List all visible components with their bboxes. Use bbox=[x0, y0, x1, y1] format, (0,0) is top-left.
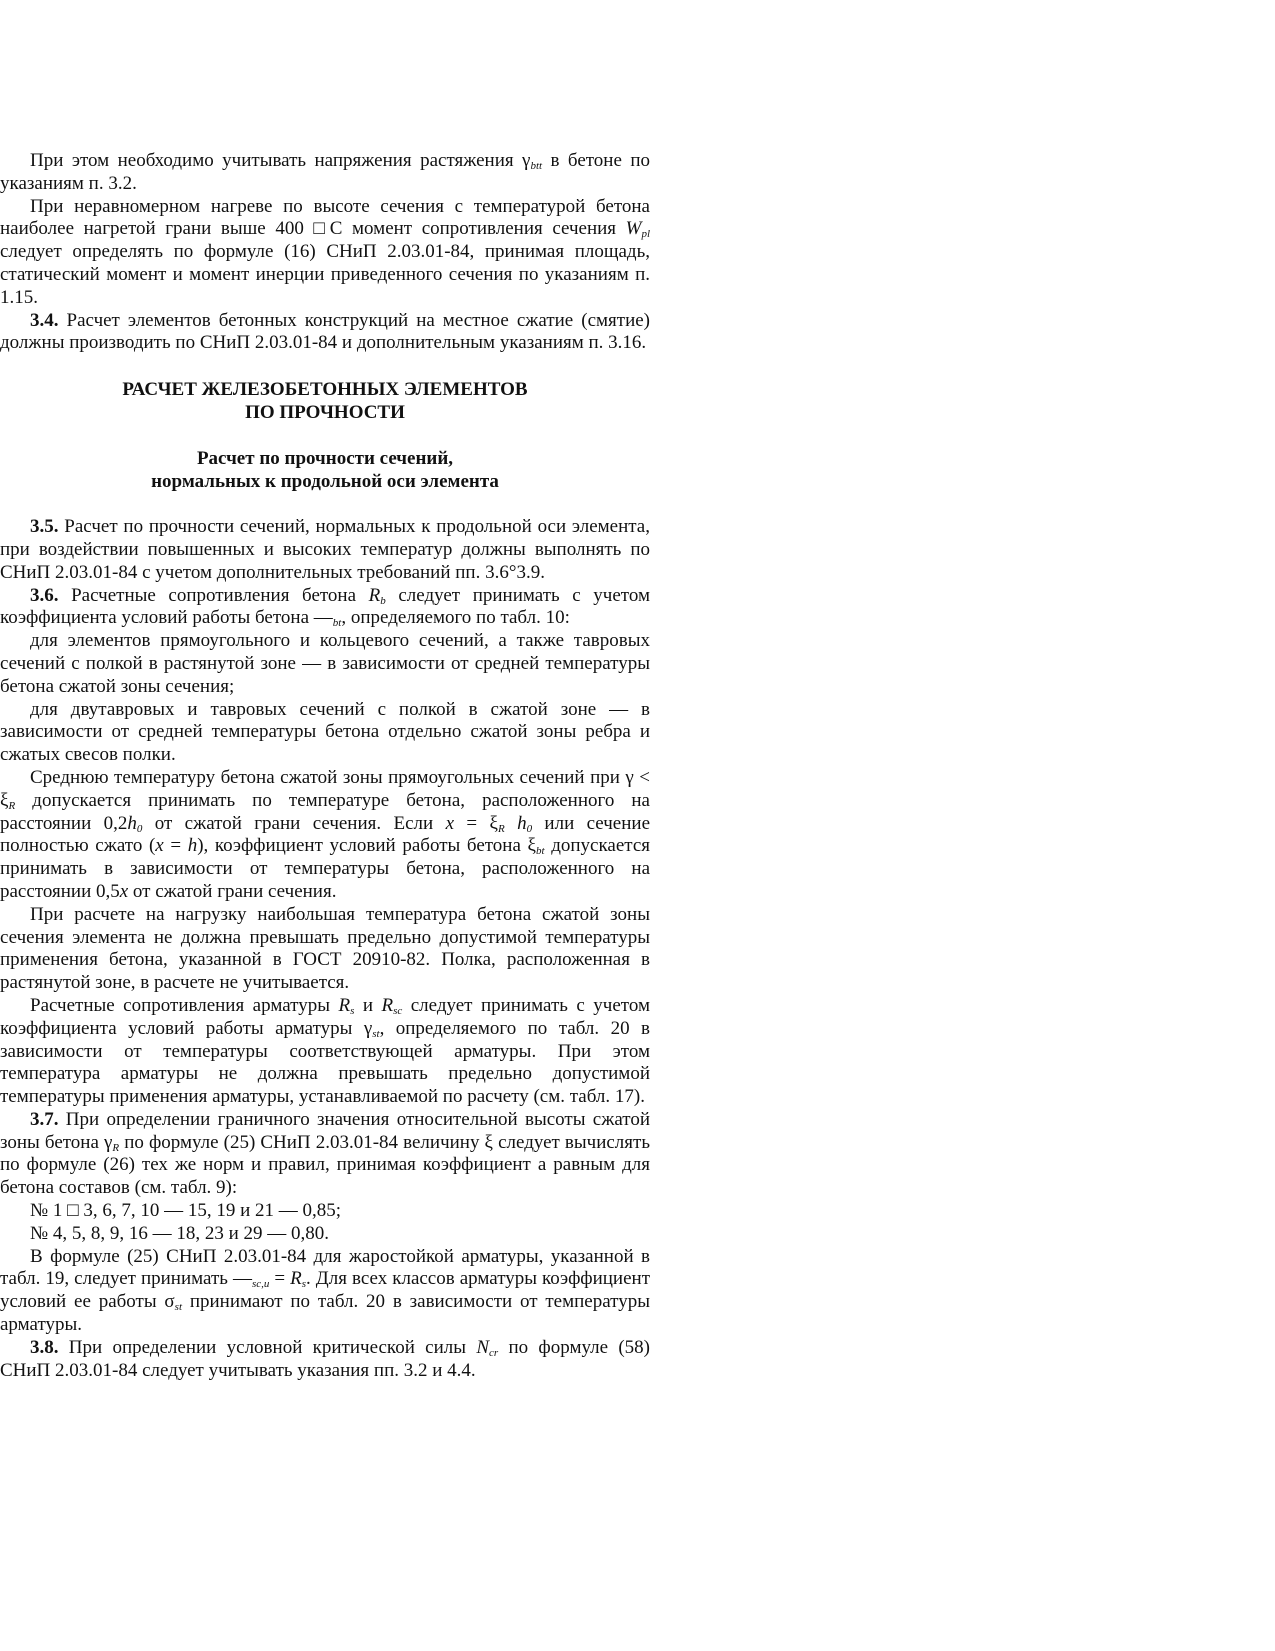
text-run: от сжатой грани сечения. Если bbox=[142, 812, 446, 834]
paragraph bbox=[0, 310, 650, 356]
text-run: Расчетные сопротивления бетона bbox=[58, 584, 369, 606]
text-run: x bbox=[155, 835, 164, 857]
paragraph bbox=[0, 904, 650, 995]
text-run: в бетоне по указаниям п. 3.2. bbox=[0, 150, 650, 194]
text-run: γ bbox=[522, 150, 531, 171]
paragraph bbox=[0, 1337, 650, 1383]
subscript: R bbox=[8, 799, 16, 812]
text-run: При определении граничного значения относительной высоты сжатой зоны бетона γ bbox=[0, 1108, 650, 1153]
subscript: pl bbox=[641, 228, 650, 241]
text-run: x bbox=[119, 880, 129, 902]
text-run: принимают по табл. 20 в зависимости от температуры арматуры. bbox=[0, 1291, 651, 1336]
text-run: для двутавровых и тавровых сечений с полкой в сжатой зоне — в зависимости от средней температуры бетона отдельно сжатой зоны ребра и сжатых свесов полки. bbox=[0, 698, 650, 766]
text-run: R bbox=[368, 584, 381, 606]
spacer bbox=[0, 355, 650, 378]
text-run: , определяемого по табл. 10: bbox=[341, 607, 570, 629]
document-page bbox=[0, 150, 650, 1382]
text-run: □ bbox=[313, 218, 330, 240]
paragraph bbox=[0, 630, 650, 698]
subscript: st bbox=[372, 1027, 380, 1040]
text-run: Расчетные сопротивления арматуры bbox=[30, 994, 339, 1016]
text-run: Расчет элементов бетонных конструкций на местное сжатие (смятие) должны производить по СНиП 2.03.01-84 и дополнительным указаниям п. 3.16. bbox=[0, 309, 650, 354]
subsection-heading: Расчет по прочности сечений, bbox=[196, 448, 454, 470]
subscript: s bbox=[301, 1278, 307, 1291]
text-run: следует принимать с учетом коэффициента условий работы арматуры γ bbox=[0, 994, 650, 1039]
text-run: = ξ bbox=[454, 812, 498, 834]
subscript: b bbox=[380, 594, 386, 607]
text-run: С момент сопротивления сечения bbox=[329, 218, 626, 240]
text-run: В формуле (25) СНиП 2.03.01-84 для жаростойкой арматуры, указанной в табл. 19, следует принимать — bbox=[0, 1245, 650, 1290]
text-run: № 4, 5, 8, 9, 16 — 18, 23 и 29 — 0,80. bbox=[30, 1222, 330, 1244]
subscript: 0 bbox=[136, 822, 143, 835]
text-run: . Для всех классов арматуры коэффициент условий ее работы σ bbox=[0, 1268, 651, 1313]
text-run: Расчет по прочности сечений, нормальных к продольной оси элемента, при воздействии повышенных и высоких температур должны выполнять по СНиП 2.03.01-84 с учетом дополнительных требований пп. 3.6°3.9. bbox=[0, 516, 650, 583]
spacer bbox=[0, 493, 650, 516]
subscript: bt bbox=[332, 617, 342, 630]
paragraph bbox=[0, 1223, 650, 1246]
spacer bbox=[0, 424, 650, 447]
text-run: Среднюю температуру бетона сжатой зоны прямоугольных сечений при γ < ξ bbox=[0, 766, 650, 811]
text-run: При неравномерном нагреве по высоте сечения с температурой бетона наиболее нагретой грани выше 400 bbox=[0, 195, 650, 240]
subscript: R bbox=[112, 1141, 120, 1154]
subscript: 0 bbox=[526, 822, 533, 835]
text-run: x bbox=[445, 812, 455, 834]
text-run: R bbox=[338, 994, 351, 1016]
subsection-heading: нормальных к продольной оси элемента bbox=[151, 471, 499, 493]
paragraph bbox=[0, 585, 650, 631]
paragraph bbox=[0, 150, 650, 196]
text-run: от сжатой грани сечения. bbox=[128, 880, 337, 902]
paragraph bbox=[0, 1109, 650, 1200]
text-run: N bbox=[476, 1336, 489, 1358]
text-run: При расчете на нагрузку наибольшая температура бетона сжатой зоны сечения элемента не должна превышать предельно допустимой температуры применения бетона, указанной в ГОСТ 20910-82. Полка, расположенная в растянутой зоне, в расчете не учитывается. bbox=[0, 903, 650, 994]
text-run: , определяемого по табл. 20 в зависимости от температуры соответствующей арматуры. При этом температура арматуры не должна превышать предельно допустимой температуры применения арматуры, устанавливаемой по расчету (см. табл. 17). bbox=[0, 1017, 650, 1108]
text-run: по формуле (58) СНиП 2.03.01-84 следует учитывать указания пп. 3.2 и 4.4. bbox=[0, 1336, 651, 1381]
text-run: R bbox=[290, 1268, 302, 1290]
text-run: h bbox=[127, 812, 137, 834]
section-heading: ПО ПРОЧНОСТИ bbox=[245, 402, 405, 424]
subscript: sc,u bbox=[251, 1278, 270, 1291]
text-run: по формуле (25) СНиП 2.03.01-84 величину ξ следует вычислять по формуле (26) тех же норм и правил, принимая коэффициент a равным для бетона составов (см. табл. 9): bbox=[0, 1131, 650, 1199]
clause-number: 3.4. bbox=[30, 309, 59, 331]
text-run: или сечение полностью сжато ( bbox=[0, 812, 651, 857]
subscript: R bbox=[497, 822, 505, 835]
paragraph bbox=[0, 196, 650, 310]
text-run: для элементов прямоугольного и кольцевого сечений, а также тавровых сечений с полкой в растянутой зоне — в зависимости от средней температуры бетона сжатой зоны сечения; bbox=[0, 630, 650, 697]
text-run: следует определять по формуле (16) СНиП 2.03.01-84, принимая площадь, статический момент и момент инерции приведенного сечения по указаниям п. 1.15. bbox=[0, 241, 650, 308]
text-run: h bbox=[187, 835, 198, 857]
text-run: допускается принимать по температуре бетона, расположенного на расстоянии 0,2 bbox=[0, 789, 650, 834]
text-run: ), коэффициент условий работы бетона ξ bbox=[197, 835, 537, 857]
subscript: s bbox=[350, 1004, 355, 1017]
paragraph bbox=[0, 699, 650, 767]
text-run: При определении условной критической силы bbox=[58, 1336, 477, 1358]
text-run: и bbox=[354, 994, 382, 1016]
subscript: bt bbox=[536, 845, 545, 858]
text-run: допускается принимать в зависимости от температуры бетона, расположенного на расстоянии 0,5 bbox=[0, 835, 650, 902]
text-run: = bbox=[269, 1268, 291, 1290]
paragraph bbox=[0, 1246, 650, 1337]
text-run: h bbox=[517, 812, 527, 834]
paragraph bbox=[0, 995, 650, 1109]
text-run: следует принимать с учетом коэффициента условий работы бетона — bbox=[0, 584, 650, 629]
clause-number: 3.7. bbox=[30, 1108, 59, 1130]
clause-number: 3.8. bbox=[30, 1336, 59, 1358]
paragraph bbox=[0, 767, 650, 904]
clause-number: 3.6. bbox=[30, 584, 59, 606]
subscript: cr bbox=[489, 1346, 499, 1359]
text-run: = bbox=[163, 835, 188, 857]
subscript: btt bbox=[530, 160, 543, 172]
paragraph bbox=[0, 516, 650, 584]
section-heading: РАСЧЕТ ЖЕЛЕЗОБЕТОННЫХ ЭЛЕМЕНТОВ bbox=[122, 379, 528, 401]
clause-number: 3.5. bbox=[30, 516, 59, 538]
text-run bbox=[505, 813, 517, 834]
text-run: W bbox=[625, 218, 642, 240]
subscript: sc bbox=[393, 1004, 403, 1017]
text-run: R bbox=[381, 994, 394, 1016]
paragraph bbox=[0, 1200, 650, 1223]
subscript: st bbox=[174, 1301, 183, 1314]
text-run: При этом необходимо учитывать напряжения растяжения bbox=[30, 150, 523, 171]
text-run: № 1 □ 3, 6, 7, 10 — 15, 19 и 21 — 0,85; bbox=[30, 1200, 342, 1222]
